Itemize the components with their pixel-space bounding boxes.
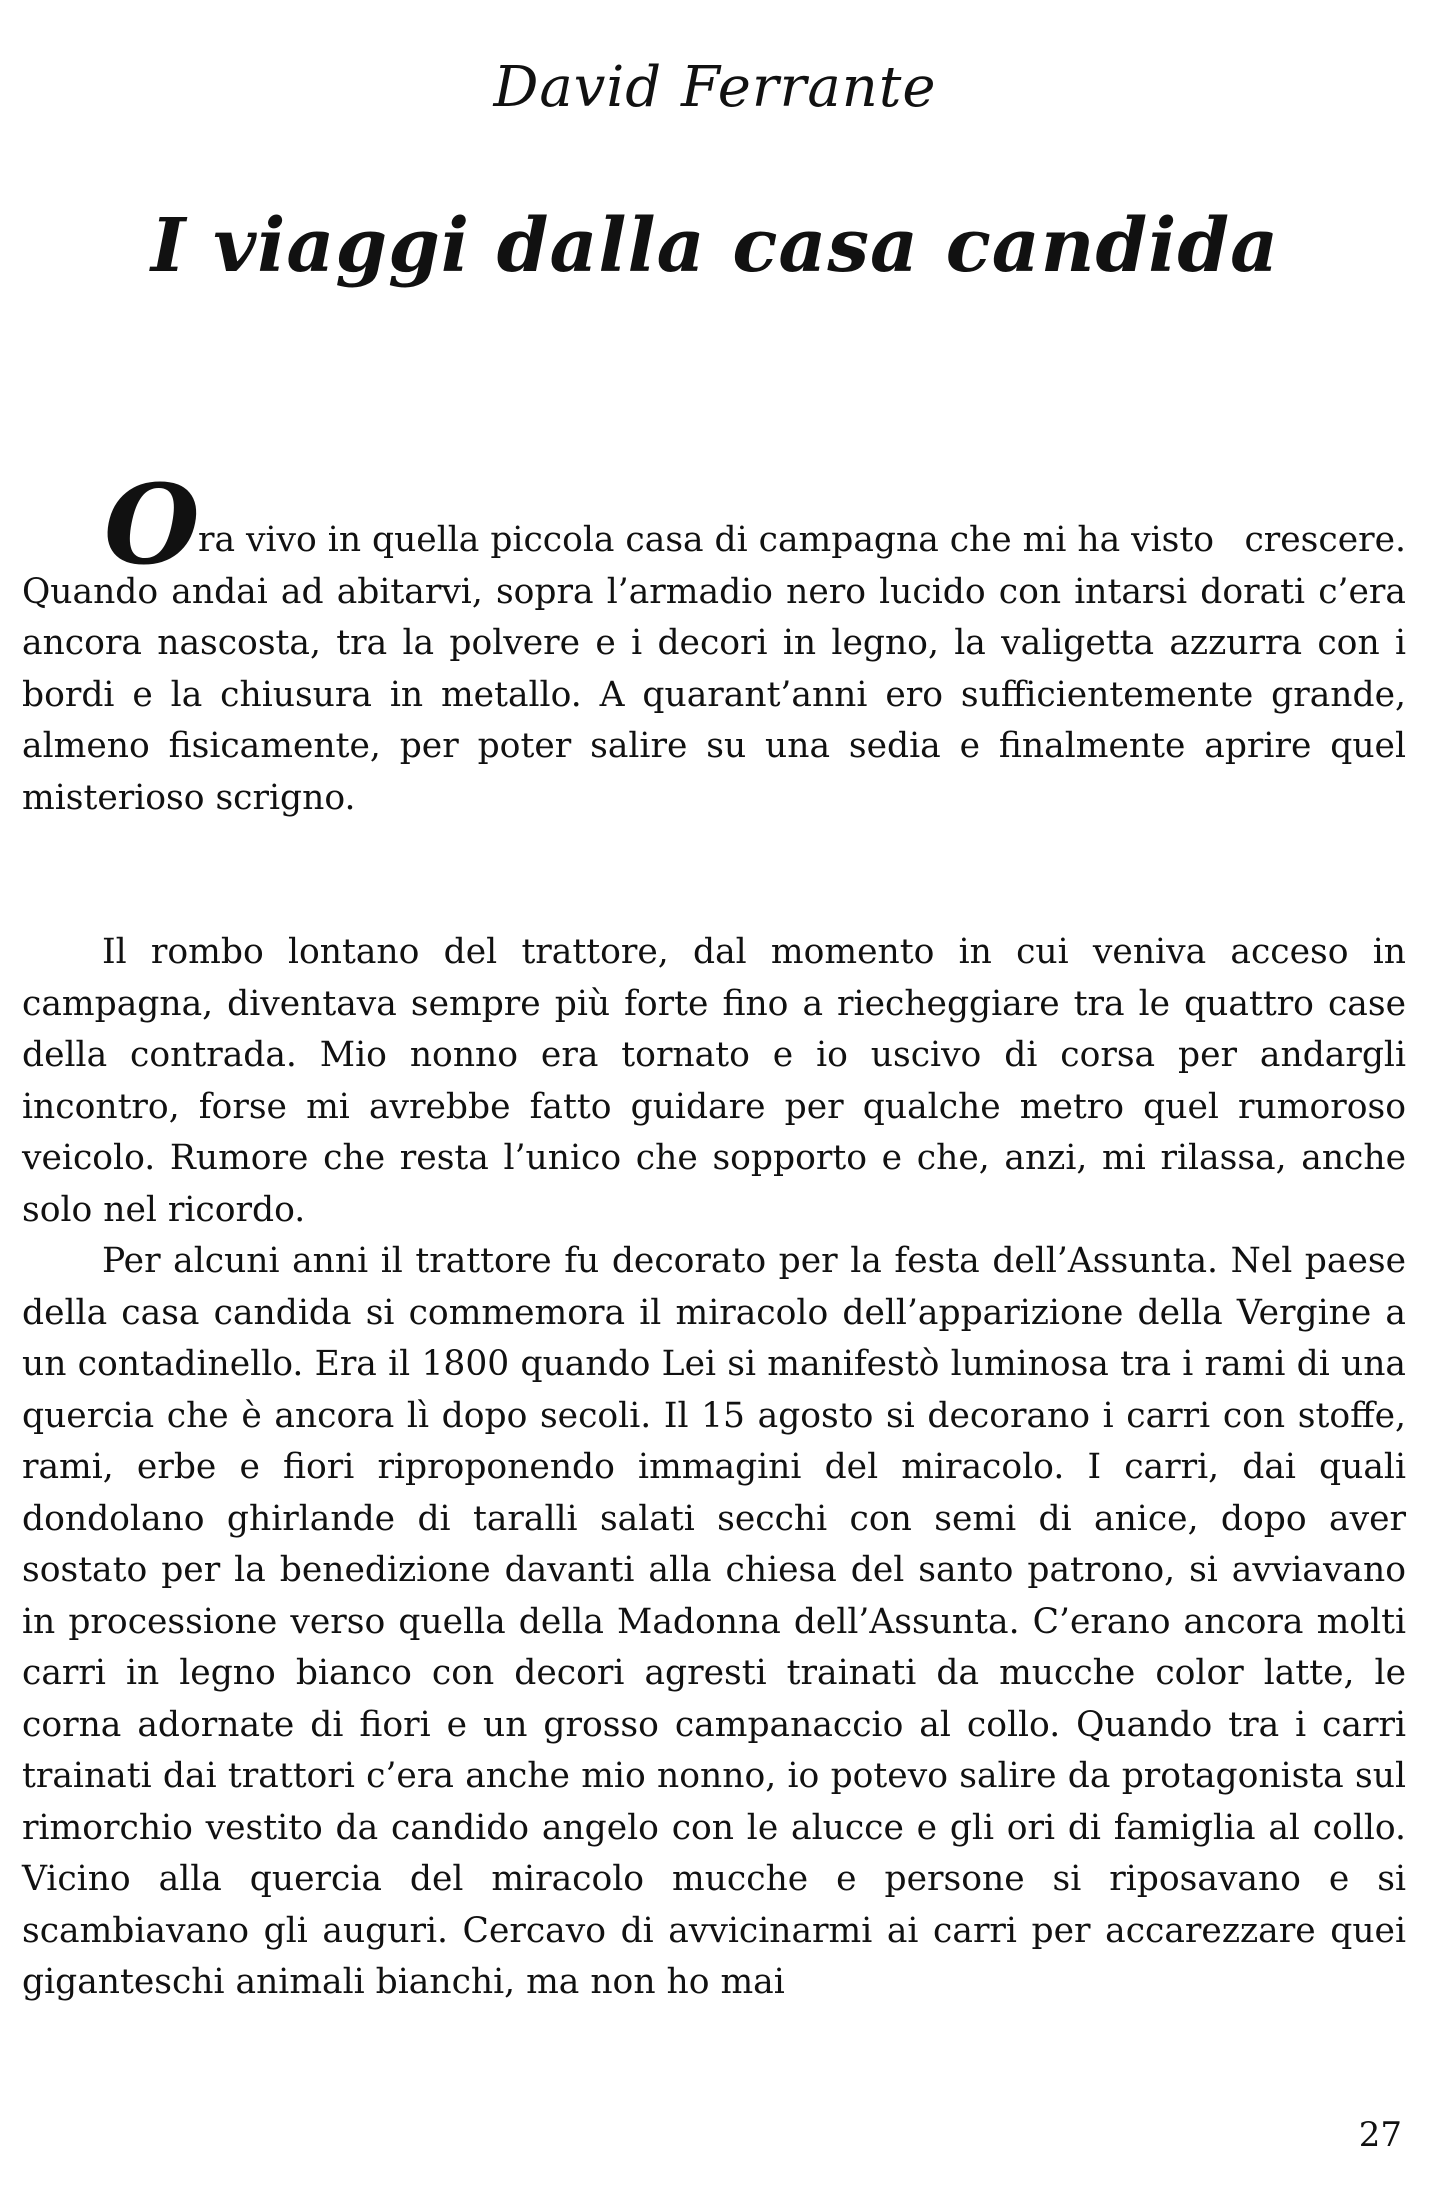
drop-cap: O bbox=[104, 460, 200, 589]
author-name: David Ferrante bbox=[493, 55, 937, 120]
paragraph-1-rest: crescere. Quando andai ad abitarvi, sopra l’armadio nero lucido con intarsi dorati c’era ancora nascosta, tra la polvere e i decori in legno, la valigetta azzurra con i bordi e la chiusura in metallo. A quarant’anni ero sufficientemente grande, almeno fisicamente, per poter salire su una sedia e finalmente aprire quel misterioso scrigno. bbox=[22, 520, 1406, 818]
paragraph-1 bbox=[22, 515, 1406, 824]
paragraph-3: Per alcuni anni il trattore fu decorato per la festa dell’Assunta. Nel paese della casa candida si commemora il miracolo dell’apparizione della Vergine a un contadinello. Era il 1800 quando Lei si manifestò luminosa tra i rami di una quercia che è ancora lì dopo secoli. Il 15 agosto si decorano i carri con stoffe, rami, erbe e fiori riproponendo immagini del miracolo. I carri, dai quali dondolano ghirlande di taralli salati secchi con semi di anice, dopo aver sostato per la benedizione davanti alla chiesa del santo patrono, si avviavano in processione verso quella della Madonna dell’Assunta. C’erano ancora molti carri in legno bianco con decori agresti trainati da mucche color latte, le corna adornate di fiori e un grosso campanaccio al collo. Quando tra i carri trainati dai trattori c’era anche mio nonno, io potevo salire da protagonista sul rimorchio vestito da candido angelo con le alucce e gli ori di famiglia al collo. Vicino alla quercia del miracolo mucche e persone si riposavano e si scambiavano gli auguri. Cercavo di avvicinarmi ai carri per accarezzare quei giganteschi animali bianchi, ma non ho mai bbox=[22, 1241, 1406, 2002]
paragraph-1-first-line: ra vivo in quella piccola casa di campagna che mi ha visto bbox=[198, 520, 1214, 560]
paragraph-2: Il rombo lontano del trattore, dal momento in cui veniva acceso in campagna, diventava sempre più forte fino a riecheggiare tra le quattro case della contrada. Mio nonno era tornato e io uscivo di corsa per andargli incontro, forse mi avrebbe fatto guidare per qualche metro quel rumoroso veicolo. Rumore che resta l’unico che sopporto e che, anzi, mi rilassa, anche solo nel ricordo. bbox=[22, 932, 1406, 1230]
paragraph-gap bbox=[22, 824, 1406, 927]
body-text bbox=[22, 515, 1406, 2009]
chapter-title: I viaggi dalla casa candida bbox=[150, 203, 1280, 289]
page-number: 27 bbox=[1358, 2115, 1402, 2155]
